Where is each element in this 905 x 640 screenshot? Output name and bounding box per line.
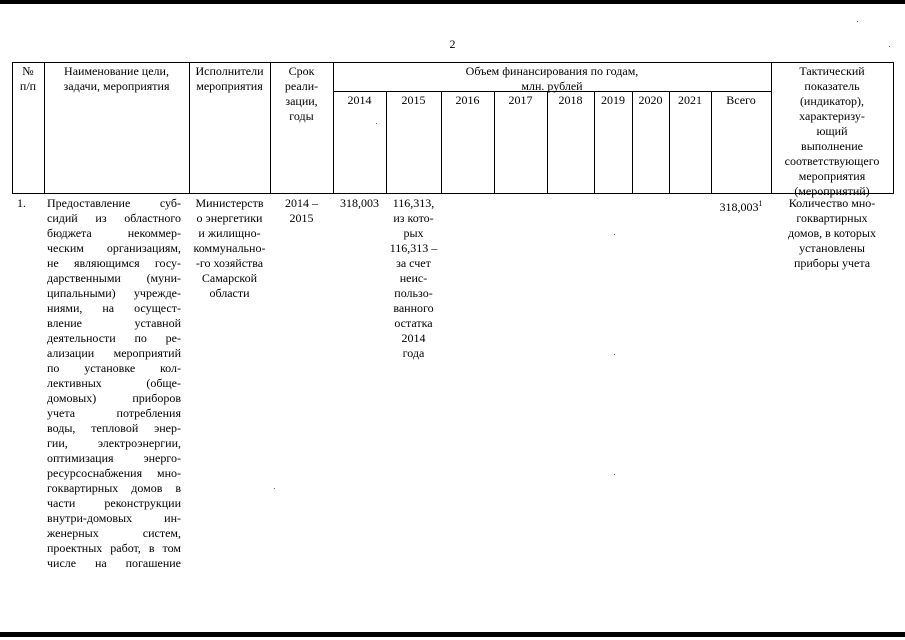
header-year-2016: 2016	[455, 93, 480, 107]
scan-speck	[614, 354, 615, 355]
scan-speck	[889, 46, 890, 47]
row-total: 318,003$^1$	[719, 199, 763, 214]
table-top-line	[12, 62, 893, 63]
col-line	[893, 62, 894, 194]
header-num: № п/п	[19, 64, 37, 93]
page-number: 2	[449, 37, 456, 51]
scan-speck	[614, 234, 615, 235]
row-indicator: Количество мно- гоквартирных домов, в которых установлены приборы учета	[787, 196, 876, 270]
header-year-2021: 2021	[678, 93, 702, 107]
row-value-2015: 116,313, из кото- рых 116,313 – за счет неис- пользо- ванного остатка 2014 года	[389, 196, 438, 360]
header-funding: Объем финансирования по годам, млн. рублей	[465, 64, 639, 93]
header-year-2020: 2020	[638, 93, 663, 107]
bottom-border	[0, 632, 905, 637]
header-bottom-line	[12, 193, 893, 194]
scan-speck	[857, 21, 858, 22]
header-year-2018: 2018	[558, 93, 583, 107]
header-indicator: Тактический показатель (индикатор), характеризу- ющий выполнение соответствующего мероприятия (мероприятий)	[784, 64, 880, 198]
header-year-2014: 2014	[347, 93, 372, 107]
scan-speck	[274, 488, 275, 489]
footnote-marker: 1	[758, 199, 763, 208]
row-term: 2014 – 2015	[285, 196, 318, 225]
top-border	[0, 0, 905, 4]
header-term: Срок реали- зации, годы	[284, 64, 319, 123]
row-value-2014: 318,003	[340, 196, 379, 210]
header-total: Всего	[726, 93, 756, 107]
header-name: Наименование цели, задачи, мероприятия	[63, 64, 170, 93]
scan-speck	[614, 474, 615, 475]
scan-speck	[376, 123, 377, 124]
header-year-2017: 2017	[508, 93, 533, 107]
header-year-2019: 2019	[601, 93, 625, 107]
header-year-2015: 2015	[401, 93, 426, 107]
row-number: 1.	[17, 196, 26, 210]
row-executors: Министерств о энергетики и жилищно- коммунально- -го хозяйства Самарской области	[193, 196, 266, 300]
row-name: Предоставление суб- сидий из областного бюджета некоммер- ческим организациям, не являющимся госу- дарственными (муни- ципальными) учрежде- ниями, на осущест- вление уставной деятельности по ре- ализации мероприятий по установке кол- лективных (обще- домовых) приборов учета потребления воды, тепловой энер- гии, электроэнергии, оптимизация энерго- ресурсоснабжения мно- гоквартирных домов в части реконструкции внутри-домовых ин- женерных систем, проектных работ, в том числе на погашение	[47, 196, 181, 570]
header-executors: Исполнители мероприятия	[195, 64, 264, 93]
